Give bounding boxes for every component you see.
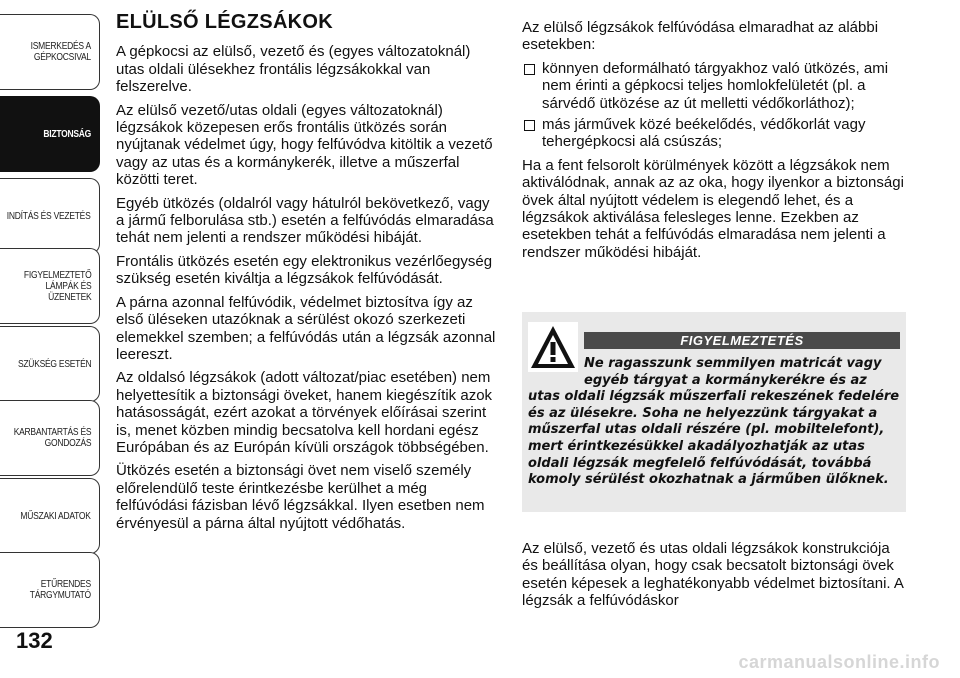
warning-box <box>522 312 906 512</box>
tab-muszaki[interactable] <box>0 478 100 554</box>
tab-targymutato[interactable] <box>0 552 100 628</box>
tab-inditas[interactable] <box>0 178 100 254</box>
page-title: ELÜLSŐ LÉGZSÁKOK <box>116 11 334 33</box>
right-column <box>522 19 906 267</box>
list-item-text: könnyen deformálható tárgyakhoz való ütközés, ami nem érinti a gépkocsi teljes homlokfelületét (pl. a sárvédő ütközése az út melletti védőkorláthoz); <box>542 59 889 112</box>
page-number: 132 <box>16 628 53 653</box>
paragraph: Egyéb ütközés (oldalról vagy hátulról bekövetkező, vagy a jármű felborulása stb.) esetén a felfúvódás elmaradása tehát nem jelenti a rendszer működési hibáját. <box>116 194 494 247</box>
checkbox-bullet-icon <box>524 120 535 131</box>
tab-figyelmezteto[interactable] <box>0 248 100 324</box>
tab-ismerkedes[interactable] <box>0 14 100 90</box>
tab-label: BIZTONSÁG <box>43 128 91 140</box>
watermark: carmanualsonline.info <box>738 652 940 672</box>
list-item <box>522 60 906 112</box>
closing-paragraph: Az elülső, vezető és utas oldali légzsákok konstrukciója és beállítása olyan, hogy csak becsatolt biztonsági övek esetén képesek a leghatékonyabb védelmet biztosítani. A légzsák a felfúvódáskor <box>522 540 904 610</box>
paragraph: Ütközés esetén a biztonsági övet nem viselő személy előrelendülő teste érintkezésbe kerülhet a még felfúvódási fázisban lévő légzsákkal. Ilyen esetben nem érvényesül a párna által nyújtott védőhatás. <box>116 462 485 532</box>
left-column <box>116 11 500 538</box>
tab-label: MŰSZAKI ADATOK <box>20 510 91 522</box>
warning-title: FIGYELMEZTETÉS <box>584 332 900 349</box>
tab-biztonsag[interactable] <box>0 96 100 172</box>
tab-label: KARBANTARTÁS ÉS GONDOZÁS <box>13 427 91 449</box>
warning-text-block <box>528 356 900 489</box>
tab-label: SZÜKSÉG ESETÉN <box>17 358 91 370</box>
paragraph: A párna azonnal felfúvódik, védelmet biztosítva így az első üléseken utazóknak a sérülést okozó szerkezeti elemekkel szemben; a felfúvódás után a légzsák azonnal leereszt. <box>116 293 496 363</box>
tab-label: ETŰRENDES TÁRGYMUTATÓ <box>29 579 91 601</box>
tab-label: FIGYELMEZTETŐ LÁMPÁK ÉS ÜZENETEK <box>23 269 91 303</box>
bullet-list <box>522 60 906 151</box>
paragraph: Az oldalsó légzsákok (adott változat/piac esetében) nem helyettesítik a biztonsági öveket, hanem kiegészítik azok hatásosságát, ezért azokat a törvények előírásai szerint is, menet közben mindig becsatolva kell hordani egész Európában és az Európán kívüli országok többségében. <box>116 369 493 456</box>
warning-text: Ne ragasszunk semmilyen matricát vagy egyéb tárgyat a kormánykerékre és az utas oldali légzsák műszerfali rekeszének fedelére és az ülésekre. Soha ne helyezzünk tárgyakat a műszerfal utas oldali részére (pl. mobiltelefont), mert érintkezésükkel akadályozhatják az utas oldali légzsák megfelelő felfúvódását, továbbá komoly sérülést okozhatnak a járműben ülőknek. <box>528 356 900 488</box>
paragraph: Az elülső vezető/utas oldali (egyes változatoknál) légzsákok közepesen erős frontális ütközés során nyújtanak védelmet úgy, hogy felfúvódva kitöltik a vezető vagy az utas és a kormánykerék, illetve a műszerfal közötti teret. <box>116 101 493 189</box>
checkbox-bullet-icon <box>524 64 535 75</box>
intro-text: Az elülső légzsákok felfúvódása elmaradhat az alábbi esetekben: <box>522 19 879 54</box>
tab-label: ISMERKEDÉS A GÉPKOCSIVAL <box>30 41 91 63</box>
paragraph: A gépkocsi az elülső, vezető és (egyes változatoknál) utas oldali ülésekhez frontális légzsákokkal van felszerelve. <box>116 43 471 96</box>
paragraph: Frontális ütközés esetén egy elektronikus vezérlőegység szükség esetén kiváltja a légzsákok felfúvódását. <box>116 252 493 288</box>
tab-szukseg[interactable] <box>0 326 100 402</box>
list-item <box>522 116 906 151</box>
list-item-text: más járművek közé beékelődés, védőkorlát vagy tehergépkocsi alá csúszás; <box>542 116 866 151</box>
tab-label: INDÍTÁS ÉS VEZETÉS <box>7 210 91 222</box>
paragraph: Ha a fent felsorolt körülmények között a légzsákok nem aktiválódnak, annak az az oka, hogy ilyenkor a biztonsági övek által nyújtott védelem is elegendő lehet, és a légzsákok aktiválása felesleges lenne. Ezekben az esetekben tehát a felfúvódás elmaradása nem jelenti a rendszer működési hibáját. <box>522 156 904 261</box>
icon-spacer <box>528 356 584 378</box>
tab-karbantartas[interactable] <box>0 400 100 476</box>
